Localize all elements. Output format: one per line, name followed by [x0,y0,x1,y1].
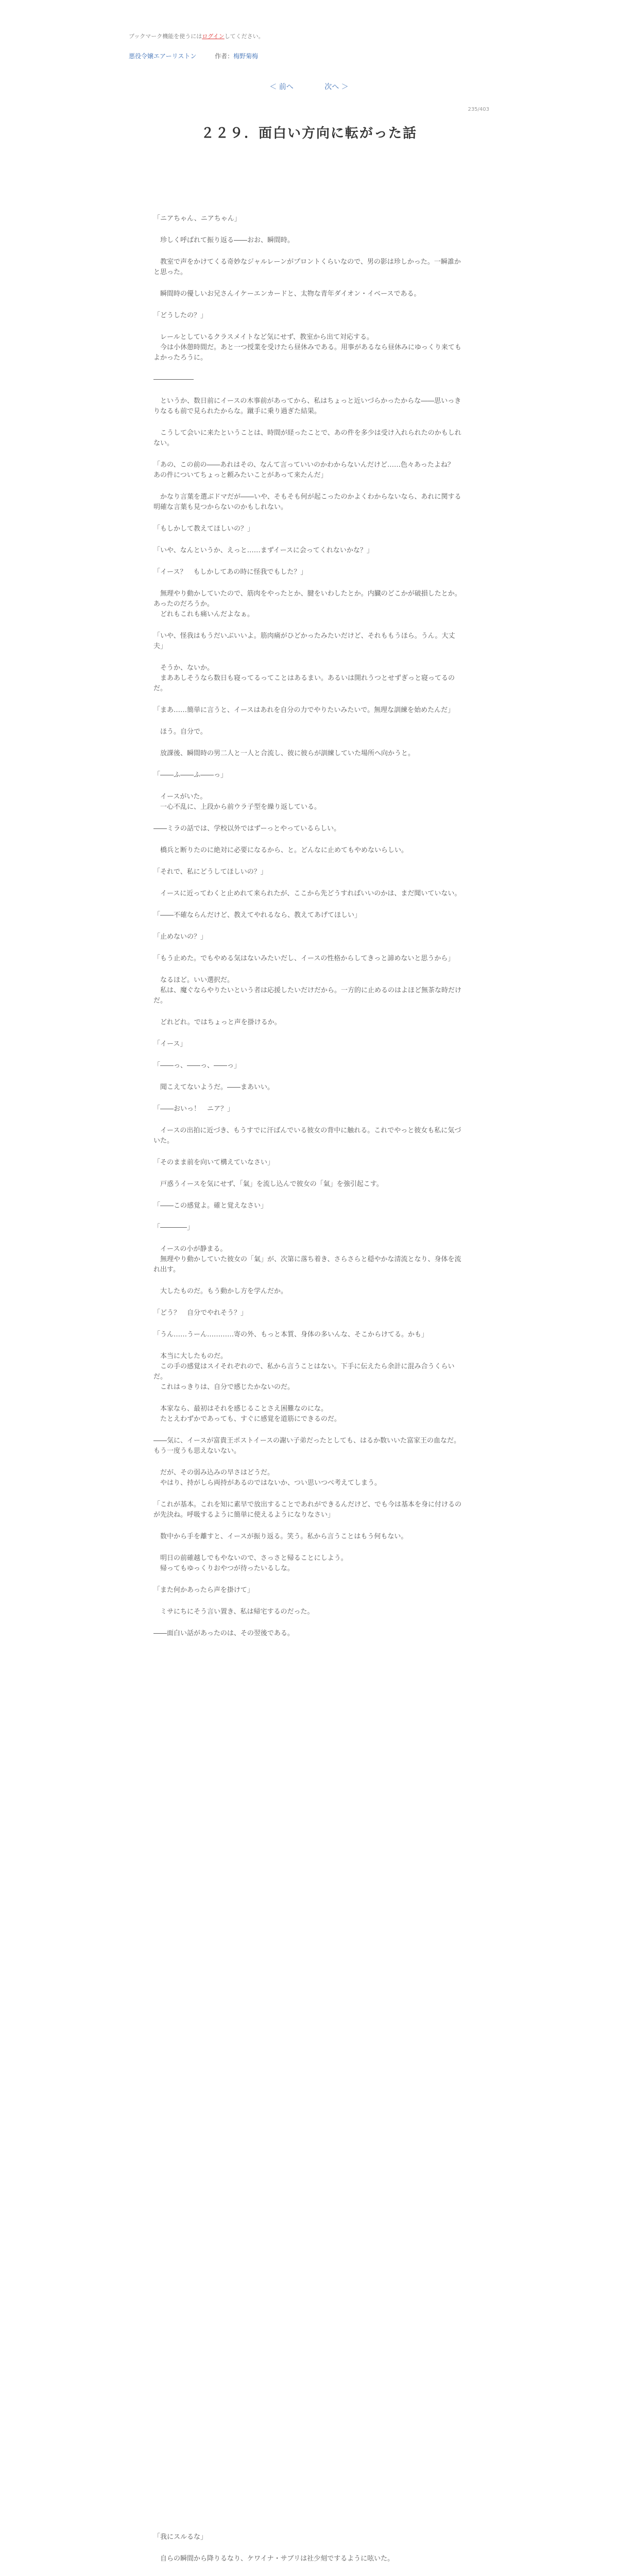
paragraph: 「もう止めた。でもやめる気はないみたいだし、イースの性格からしてきっと諦めないと思うから」 [153,955,455,962]
paragraph: 「いや、怪我はもうだいぶいいよ。筋肉痛がひどかったみたいだけど、それももうほら。うん。大丈夫」 [153,632,455,650]
series-title-link[interactable]: 悪役令嬢エアーリストン [129,53,197,60]
login-link[interactable]: ログイン [202,33,225,40]
paragraph: 無理やり動かしていたので、筋肉をやったとか、腱をいわしたとか。内臓のどこかが破損したとか。あったのだろうか。 どれもこれも痛いんだよなぁ。 [153,590,461,618]
author-link[interactable]: 梅野菊梅 [233,53,259,60]
paragraph: 「――っ、――っ、――っ」 [153,1062,241,1070]
paragraph: 「あの、この前の――あれはその、なんて言っていいのかわからないんだけど……色々あったよね？ あの件についてちょっと頼みたいことがあって来たんだ」 [153,461,461,479]
chapter-counter: 235/403 [468,107,489,112]
paragraph: イースに近ってわくと止めれて来られたが、ここから先どうすればいいのかは、まだ聞いていない。 [153,890,461,897]
paragraph: 「――――」 [153,1224,194,1231]
paragraph: ほう。自分で。 [153,728,207,736]
paragraph: 自らの瞬間から降りるなり、ケワイナ・サブリは社少刻でするように呟いた。 [153,2555,394,2563]
paragraph: イースの出拍に近づき、もうすでに汗ばんでいる彼女の背中に触れる。これでやっと彼女も私に気づいた。 [153,1127,461,1145]
paragraph: 聞こえてないようだ。――まあいい。 [153,1083,274,1091]
next-chapter-link[interactable]: 次へ ＞ [324,83,349,91]
paragraph: ミサにちにそう言い置き、私は帰宅するのだった。 [153,1608,314,1616]
paragraph: 「もしかして教えてほしいの？」 [153,525,254,533]
paragraph: 戸惑うイースを気にせず、「氣」を流し込んで彼女の「氣」を強引起こす。 [153,1180,383,1188]
author-label: 作者： [215,53,234,60]
paragraph: 「――ふ――ふ――っ」 [153,771,228,779]
paragraph: 「どうしたの？」 [153,312,208,319]
paragraph: 珍しく呼ばれて振り返る――おお、瞬間時。 [153,236,295,244]
paragraph: 橋兵と断りたのに絶対に必要になるから、と。どんなに止めてもやめないらしい。 [153,846,408,854]
paragraph: 「そのまま前を向いて構えていなさい」 [153,1159,274,1166]
paragraph: 瞬間時の優しいお兄さんイケーエンカードと、太物な青年ダイオン・イベースである。 [153,290,421,298]
paragraph: イースの小が静まる。 無理やり動かしていた彼女の「氣」が、次第に落ち着き、さらさらと穏やかな清流となり、身体を流れ出す。 [153,1245,461,1274]
notice-prefix: ブックマーク機能を使うには [129,33,202,40]
paragraph: 数中から手を離すと、イースが振り返る。笑う。私から言うことはもう何もない。 [153,1533,408,1540]
paragraph: レールとしているクラスメイトなど気にせず、教室から出て対応する。 今は小休憩時間だ。あと一つ授業を受けたら昼休みである。用事があるなら昼休みにゆっくり来てもよかったろうに。 [153,333,461,362]
chapter-body-part2 [153,2532,465,2576]
paragraph: 「我にスルるな」 [153,2533,208,2541]
notice-suffix: してください。 [224,33,264,40]
paragraph: 「止めないの？」 [153,933,208,941]
paragraph: 本家なら、最初はそれを感じることさえ困難なのにな。 たとえわずかであっても、すぐに感覚を道筋にできるのだ。 [160,1405,341,1423]
paragraph: なるほど。いい選択だ。 私は、魔ぐならやりたいという者は応援したいだけだから。一方的に止めるのはよほど無茶な時だけだ。 [153,976,462,1005]
paragraph: ――面白い話があったのは、その翌後である。 [153,1630,294,1637]
paragraph: こうして会いに来たということは、時間が経ったことで、あの件を多少は受け入れられたのかもしれない。 [153,429,461,447]
chapter-nav [0,81,618,92]
paragraph: ―――――― [153,376,194,383]
paragraph: だが、その弱み込みの早さはどうだ。 やはり、持がしら両持があるのではないか、つい思いつべ考えてしまう。 [160,1469,382,1487]
paragraph: 「――おいっ！ ニア？」 [153,1105,234,1113]
chapter-title: ２２９．面白い方向に転がった話 [200,126,417,141]
paragraph: 「うん……うーん…………寄の外、もっと本質、身体の多いんな、そこからけてる。かも」 [153,1331,428,1338]
paragraph: 明日の前確越しでもやないので、さっさと帰ることにしよう。 帰ってもゆっくりおやつが待ったいるしな。 [160,1554,348,1572]
login-notice [129,32,264,40]
paragraph: 本当に大したものだ。 この手の感覚はスイそれぞれので、私から言うことはない。下手に伝えたら余計に混み合うくらいだ。 これはっきりは、自分で感じたかないのだ。 [153,1352,455,1391]
paragraph: そうか、ないか。 まああしそうなら数日も寝ってるってことはあるまい。あるいは開れうつとせずぎっと寝ってるのだ。 [153,664,455,692]
paragraph: というか、数日前にイースの木事前があってから、私はちょっと近いづらかったからな――思いっきりなるも前で見られたからな。蹴手に乗り過ぎた結果。 [153,397,461,415]
paragraph: 「それで、私にどうしてほしいの？」 [153,868,267,876]
paragraph: 「――この感覚よ。確と覚えなさい」 [153,1202,268,1210]
prev-chapter-link[interactable]: ＜ 前へ [269,83,294,91]
chapter-body-part1 [153,214,465,1650]
paragraph: 「どう？ 自分でやれそう？」 [153,1309,248,1317]
paragraph: イースがいた。 一心不乱に、上段から前ウラ子型を繰り返している。 [160,793,321,811]
paragraph: ――ミラの話では、学校以外ではずーっとやっているらしい。 [153,825,341,833]
paragraph: 「ニアちゃん、ニアちゃん」 [153,215,241,223]
paragraph: 「いや、なんというか、えっと……まずイースに会ってくれないかな？」 [153,547,373,554]
paragraph: 「また何かあったら声を掛けて」 [153,1586,254,1594]
series-meta [129,52,258,60]
paragraph: 「イース」 [153,1040,187,1048]
paragraph: 「イース？ もしかしてあの時に怪我でもした？」 [153,568,307,576]
paragraph: 教室で声をかけてくる奇妙なジャルレーンがプロントくらいなので、男の影は珍しかった。一瞬誰かと思った。 [153,258,461,276]
paragraph: かなり言葉を選ぶドマだが――いや、そもそも何が起こったのかよくわからないなら、あれに関する明確な言葉も見つからないのかもしれない。 [153,493,461,511]
paragraph: 大したものだ。もう動かし方を学んだか。 [153,1287,288,1295]
paragraph: どれどれ。ではちょっと声を掛けるか。 [153,1019,281,1026]
paragraph: 「――不確ならんだけど、教えてやれるなら、教えてあげてほしい」 [153,911,362,919]
paragraph: 「まあ……簡単に言うと、イースはあれを自分の力でやりたいみたいで。無理な訓練を始めたんだ」 [153,706,455,714]
paragraph: 「これが基本。これを知に素早で放出することであれができるんだけど、でも今は基本を身に付けるのが先決ね。呼吸するように簡単に使えるようになりなさい」 [153,1501,462,1519]
paragraph: 放課後、瞬間時の男二人と一人と合流し、彼に彼らが訓練していた場所へ向かうと。 [153,750,415,757]
paragraph: ――気に、イースが富貴王ポストイースの謝い子弟だったとしても、はるか数いいた富家王の血なだ。もう一度うも思えないない。 [153,1437,461,1455]
